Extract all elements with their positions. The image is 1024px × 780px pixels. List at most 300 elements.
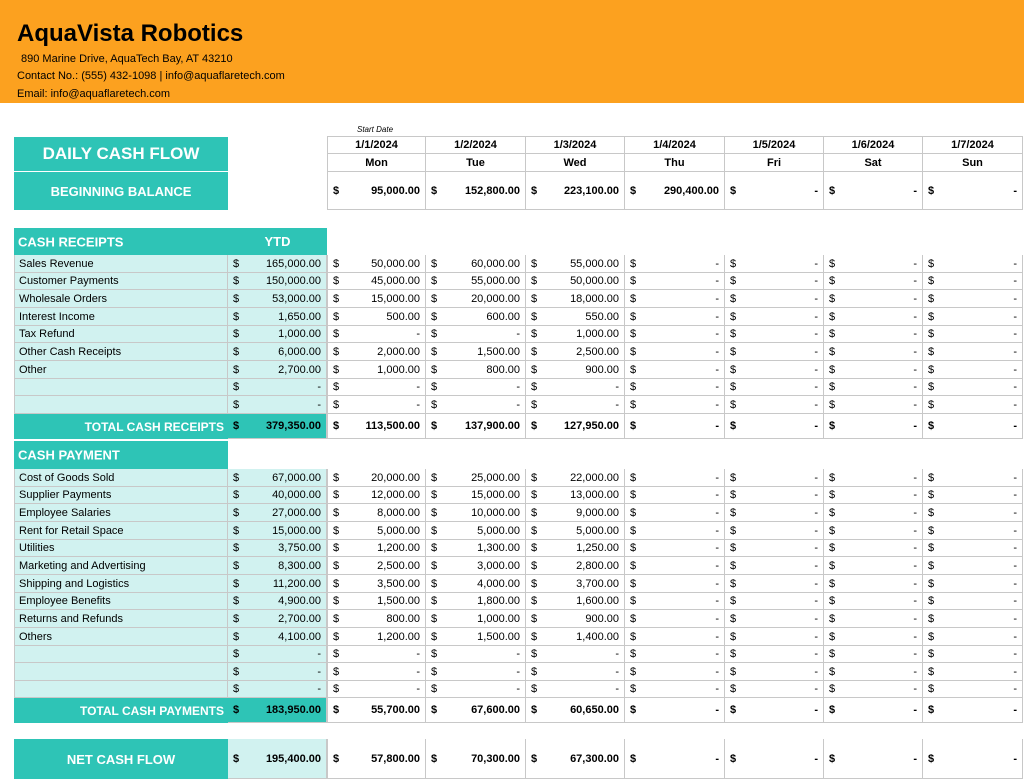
receipts-row-day-5[interactable] xyxy=(725,343,824,361)
payments-row-day-1[interactable] xyxy=(327,522,426,540)
beginning-balance-day-5[interactable] xyxy=(725,172,824,210)
currency-symbol: $ xyxy=(928,257,935,270)
payments-row-day-2[interactable] xyxy=(426,646,526,663)
currency-symbol: $ xyxy=(630,489,637,501)
receipts-row-day-6[interactable] xyxy=(824,273,923,290)
payments-row-label[interactable] xyxy=(14,469,228,487)
payments-row-label[interactable] xyxy=(14,522,228,540)
receipts-row-day-4[interactable] xyxy=(625,273,725,290)
payments-row-day-6[interactable] xyxy=(824,610,923,628)
receipts-row-label[interactable] xyxy=(14,326,228,343)
receipts-row-day-4[interactable] xyxy=(625,396,725,414)
payments-row-ytd[interactable] xyxy=(228,681,327,698)
payments-row-day-2[interactable] xyxy=(426,487,526,504)
cell-value: - xyxy=(516,683,520,695)
payments-row-ytd[interactable] xyxy=(228,575,327,593)
currency-symbol: $ xyxy=(730,542,737,554)
receipts-row-day-1[interactable] xyxy=(327,361,426,379)
payments-row-day-7[interactable] xyxy=(923,575,1023,593)
payments-row-day-7[interactable] xyxy=(923,681,1023,698)
receipts-row-day-7[interactable] xyxy=(923,273,1023,290)
payments-row-day-3[interactable] xyxy=(526,610,625,628)
receipts-row-day-1[interactable] xyxy=(327,290,426,308)
total-cash-payments-day-3[interactable] xyxy=(526,698,625,723)
receipts-row-label[interactable] xyxy=(14,273,228,290)
payments-row-day-7[interactable] xyxy=(923,593,1023,610)
cell-value: - xyxy=(516,665,520,678)
payments-row-day-4[interactable] xyxy=(625,540,725,557)
receipts-row-ytd[interactable] xyxy=(228,290,327,308)
cell-value: 165,000.00 xyxy=(265,257,321,270)
payments-row-day-2[interactable] xyxy=(426,593,526,610)
receipts-row-day-4[interactable] xyxy=(625,343,725,361)
payments-row-day-6[interactable] xyxy=(824,557,923,575)
receipts-row-day-6[interactable] xyxy=(824,326,923,343)
payments-row-day-4[interactable] xyxy=(625,575,725,593)
payments-row-day-3[interactable] xyxy=(526,557,625,575)
receipts-row-day-6[interactable] xyxy=(824,361,923,379)
row-label-text: Cost of Goods Sold xyxy=(19,471,115,484)
receipts-row-day-1[interactable] xyxy=(327,343,426,361)
currency-symbol: $ xyxy=(233,683,240,695)
currency-symbol: $ xyxy=(829,381,836,393)
receipts-row-day-3[interactable] xyxy=(526,326,625,343)
currency-symbol: $ xyxy=(928,292,935,305)
payments-row-day-6[interactable] xyxy=(824,593,923,610)
receipts-row-day-6[interactable] xyxy=(824,255,923,273)
cell-value: - xyxy=(1013,752,1017,765)
currency-symbol: $ xyxy=(431,524,438,537)
payments-row-day-3[interactable] xyxy=(526,487,625,504)
currency-symbol: $ xyxy=(233,648,240,660)
total-cash-receipts-day-1[interactable] xyxy=(327,414,426,439)
receipts-row-day-3[interactable] xyxy=(526,255,625,273)
net-cash-flow-day-3[interactable] xyxy=(526,739,625,779)
cell-value: 11,200.00 xyxy=(272,577,321,590)
net-cash-flow-day-5[interactable] xyxy=(725,739,824,779)
currency-symbol: $ xyxy=(431,648,438,660)
receipts-row-day-3[interactable] xyxy=(526,290,625,308)
payments-row-day-5[interactable] xyxy=(725,681,824,698)
weekday-text: Mon xyxy=(365,156,388,169)
beginning-balance-day-4[interactable] xyxy=(625,172,725,210)
total-cash-receipts-day-4[interactable] xyxy=(625,414,725,439)
payments-row-day-5[interactable] xyxy=(725,540,824,557)
payments-row-day-7[interactable] xyxy=(923,487,1023,504)
payments-row-label[interactable] xyxy=(14,504,228,522)
date-header-6 xyxy=(824,136,923,154)
total-cash-payments-day-6[interactable] xyxy=(824,698,923,723)
payments-row-ytd[interactable] xyxy=(228,610,327,628)
payments-row-day-5[interactable] xyxy=(725,504,824,522)
receipts-row-day-6[interactable] xyxy=(824,290,923,308)
payments-row-label[interactable] xyxy=(14,487,228,504)
cell-value: 4,000.00 xyxy=(477,577,520,590)
receipts-row-label[interactable] xyxy=(14,308,228,326)
receipts-row-day-5[interactable] xyxy=(725,255,824,273)
receipts-row-day-4[interactable] xyxy=(625,255,725,273)
payments-row-day-1[interactable] xyxy=(327,681,426,698)
cell-value: - xyxy=(1013,310,1017,323)
payments-row-day-1[interactable] xyxy=(327,557,426,575)
receipts-row-day-4[interactable] xyxy=(625,379,725,396)
cell-value: 15,000.00 xyxy=(272,524,321,537)
receipts-row-day-3[interactable] xyxy=(526,396,625,414)
payments-row-ytd[interactable] xyxy=(228,522,327,540)
receipts-row-label[interactable] xyxy=(14,290,228,308)
payments-row-day-1[interactable] xyxy=(327,593,426,610)
receipts-row-day-2[interactable] xyxy=(426,290,526,308)
payments-row-day-3[interactable] xyxy=(526,469,625,487)
payments-row-label[interactable] xyxy=(14,540,228,557)
currency-symbol: $ xyxy=(531,506,538,519)
payments-row-day-4[interactable] xyxy=(625,628,725,646)
payments-row-day-2[interactable] xyxy=(426,469,526,487)
receipts-row-day-3[interactable] xyxy=(526,273,625,290)
cell-value: 4,900.00 xyxy=(278,595,321,607)
receipts-row-label[interactable] xyxy=(14,343,228,361)
payments-row-ytd[interactable] xyxy=(228,487,327,504)
cell-value: - xyxy=(416,683,420,695)
receipts-row-day-2[interactable] xyxy=(426,326,526,343)
payments-row-day-7[interactable] xyxy=(923,610,1023,628)
row-label-text: Wholesale Orders xyxy=(19,292,108,305)
payments-row-day-7[interactable] xyxy=(923,557,1023,575)
payments-row-day-7[interactable] xyxy=(923,646,1023,663)
currency-symbol: $ xyxy=(531,471,538,484)
payments-row-day-4[interactable] xyxy=(625,681,725,698)
payments-row-day-5[interactable] xyxy=(725,469,824,487)
receipts-row-day-5[interactable] xyxy=(725,379,824,396)
receipts-row-day-4[interactable] xyxy=(625,361,725,379)
currency-symbol: $ xyxy=(928,559,935,572)
receipts-row-day-7[interactable] xyxy=(923,396,1023,414)
payments-row-day-4[interactable] xyxy=(625,557,725,575)
payments-row-day-5[interactable] xyxy=(725,663,824,681)
payments-row-ytd[interactable] xyxy=(228,593,327,610)
receipts-row-ytd[interactable] xyxy=(228,326,327,343)
currency-symbol: $ xyxy=(928,704,935,716)
beginning-balance-day-7[interactable] xyxy=(923,172,1023,210)
payments-row-day-2[interactable] xyxy=(426,522,526,540)
payments-row-day-3[interactable] xyxy=(526,646,625,663)
total-cash-payments-day-4[interactable] xyxy=(625,698,725,723)
cell-value: 9,000.00 xyxy=(576,506,619,519)
beginning-balance-day-1[interactable] xyxy=(327,172,426,210)
payments-row-day-1[interactable] xyxy=(327,504,426,522)
payments-row-day-3[interactable] xyxy=(526,628,625,646)
receipts-row-label[interactable] xyxy=(14,255,228,273)
cell-value: 5,000.00 xyxy=(477,524,520,537)
receipts-row-day-3[interactable] xyxy=(526,308,625,326)
currency-symbol: $ xyxy=(928,363,935,376)
cell-value: 113,500.00 xyxy=(365,420,420,432)
payments-row-day-5[interactable] xyxy=(725,646,824,663)
receipts-row-day-2[interactable] xyxy=(426,361,526,379)
receipts-row-day-7[interactable] xyxy=(923,361,1023,379)
payments-row-day-7[interactable] xyxy=(923,628,1023,646)
receipts-row-ytd[interactable] xyxy=(228,255,327,273)
currency-symbol: $ xyxy=(531,648,538,660)
payments-row-day-7[interactable] xyxy=(923,663,1023,681)
currency-symbol: $ xyxy=(531,542,538,554)
payments-row-ytd[interactable] xyxy=(228,646,327,663)
receipts-row-day-2[interactable] xyxy=(426,343,526,361)
payments-row-day-3[interactable] xyxy=(526,504,625,522)
payments-row-day-7[interactable] xyxy=(923,469,1023,487)
payments-row-day-4[interactable] xyxy=(625,522,725,540)
cell-value: - xyxy=(913,310,917,323)
payments-row-day-6[interactable] xyxy=(824,681,923,698)
payments-row-day-4[interactable] xyxy=(625,504,725,522)
net-cash-flow-day-6[interactable] xyxy=(824,739,923,779)
net-cash-flow-day-2[interactable] xyxy=(426,739,526,779)
cell-value: - xyxy=(814,542,818,554)
currency-symbol: $ xyxy=(333,381,340,393)
receipts-row-day-7[interactable] xyxy=(923,379,1023,396)
payments-row-day-2[interactable] xyxy=(426,681,526,698)
payments-row-day-5[interactable] xyxy=(725,610,824,628)
receipts-row-ytd[interactable] xyxy=(228,308,327,326)
payments-row-day-2[interactable] xyxy=(426,575,526,593)
payments-row-label[interactable] xyxy=(14,628,228,646)
payments-row-day-3[interactable] xyxy=(526,593,625,610)
total-cash-payments-day-7[interactable] xyxy=(923,698,1023,723)
cell-value: - xyxy=(516,328,520,340)
beginning-balance-day-3[interactable] xyxy=(526,172,625,210)
currency-symbol: $ xyxy=(333,542,340,554)
payments-row-label[interactable] xyxy=(14,681,228,698)
cell-value: - xyxy=(715,420,719,432)
payments-row-day-5[interactable] xyxy=(725,522,824,540)
currency-symbol: $ xyxy=(829,506,836,519)
payments-row-ytd[interactable] xyxy=(228,663,327,681)
receipts-row-label[interactable] xyxy=(14,396,228,414)
cell-value: - xyxy=(913,648,917,660)
payments-row-day-6[interactable] xyxy=(824,646,923,663)
payments-row-day-6[interactable] xyxy=(824,628,923,646)
cell-value: - xyxy=(913,381,917,393)
cell-value: 379,350.00 xyxy=(265,420,321,432)
receipts-row-day-5[interactable] xyxy=(725,290,824,308)
currency-symbol: $ xyxy=(928,630,935,643)
date-text: 1/3/2024 xyxy=(553,139,597,151)
payments-row-day-4[interactable] xyxy=(625,487,725,504)
receipts-row-day-3[interactable] xyxy=(526,379,625,396)
net-cash-flow-day-4[interactable] xyxy=(625,739,725,779)
receipts-row-ytd[interactable] xyxy=(228,361,327,379)
receipts-row-day-5[interactable] xyxy=(725,273,824,290)
cell-value: 1,500.00 xyxy=(477,345,520,358)
payments-row-day-1[interactable] xyxy=(327,487,426,504)
total-cash-receipts-day-6[interactable] xyxy=(824,414,923,439)
payments-row-label[interactable] xyxy=(14,557,228,575)
receipts-row-label[interactable] xyxy=(14,361,228,379)
receipts-row-day-2[interactable] xyxy=(426,396,526,414)
total-cash-payments-day-5[interactable] xyxy=(725,698,824,723)
receipts-row-day-3[interactable] xyxy=(526,343,625,361)
payments-row-label[interactable] xyxy=(14,610,228,628)
receipts-row-day-4[interactable] xyxy=(625,326,725,343)
payments-row-label[interactable] xyxy=(14,575,228,593)
currency-symbol: $ xyxy=(431,398,438,411)
receipts-row-day-4[interactable] xyxy=(625,308,725,326)
cell-value: - xyxy=(1013,184,1017,197)
payments-row-day-6[interactable] xyxy=(824,540,923,557)
payments-row-day-3[interactable] xyxy=(526,540,625,557)
cell-value: - xyxy=(1013,506,1017,519)
payments-row-day-4[interactable] xyxy=(625,663,725,681)
total-cash-receipts-day-3[interactable] xyxy=(526,414,625,439)
payments-row-day-6[interactable] xyxy=(824,487,923,504)
receipts-row-day-4[interactable] xyxy=(625,290,725,308)
cell-value: - xyxy=(715,275,719,287)
payments-row-day-6[interactable] xyxy=(824,663,923,681)
payments-row-day-1[interactable] xyxy=(327,663,426,681)
cell-value: - xyxy=(913,752,917,765)
cell-value: 12,000.00 xyxy=(371,489,420,501)
payments-row-day-5[interactable] xyxy=(725,593,824,610)
payments-row-day-1[interactable] xyxy=(327,469,426,487)
cell-value: - xyxy=(715,542,719,554)
receipts-row-day-7[interactable] xyxy=(923,343,1023,361)
receipts-row-ytd[interactable] xyxy=(228,379,327,396)
receipts-row-label[interactable] xyxy=(14,379,228,396)
payments-row-ytd[interactable] xyxy=(228,469,327,487)
receipts-row-day-7[interactable] xyxy=(923,326,1023,343)
payments-row-day-1[interactable] xyxy=(327,540,426,557)
cell-value: - xyxy=(814,665,818,678)
payments-row-day-4[interactable] xyxy=(625,593,725,610)
receipts-row-day-6[interactable] xyxy=(824,379,923,396)
payments-row-day-5[interactable] xyxy=(725,557,824,575)
payments-row-day-2[interactable] xyxy=(426,504,526,522)
payments-row-day-3[interactable] xyxy=(526,663,625,681)
payments-row-day-3[interactable] xyxy=(526,575,625,593)
total-cash-payments-ytd[interactable] xyxy=(228,698,327,723)
cell-value: - xyxy=(416,328,420,340)
payments-row-label[interactable] xyxy=(14,593,228,610)
beginning-balance-day-2[interactable] xyxy=(426,172,526,210)
payments-row-label[interactable] xyxy=(14,646,228,663)
receipts-row-day-3[interactable] xyxy=(526,361,625,379)
receipts-row-day-7[interactable] xyxy=(923,255,1023,273)
currency-symbol: $ xyxy=(233,257,240,270)
payments-row-ytd[interactable] xyxy=(228,557,327,575)
currency-symbol: $ xyxy=(531,292,538,305)
total-cash-receipts-day-7[interactable] xyxy=(923,414,1023,439)
cell-value: 6,000.00 xyxy=(278,345,321,358)
payments-row-day-1[interactable] xyxy=(327,610,426,628)
total-cash-receipts-ytd[interactable] xyxy=(228,414,327,439)
cell-value: 1,300.00 xyxy=(477,542,520,554)
net-cash-flow-day-1[interactable] xyxy=(327,739,426,779)
receipts-row-day-1[interactable] xyxy=(327,326,426,343)
receipts-row-ytd[interactable] xyxy=(228,396,327,414)
receipts-row-ytd[interactable] xyxy=(228,273,327,290)
total-cash-receipts-day-5[interactable] xyxy=(725,414,824,439)
receipts-row-day-2[interactable] xyxy=(426,255,526,273)
payments-row-day-3[interactable] xyxy=(526,681,625,698)
payments-row-day-6[interactable] xyxy=(824,469,923,487)
receipts-row-day-7[interactable] xyxy=(923,308,1023,326)
weekday-header-3 xyxy=(526,154,625,172)
total-cash-receipts-day-2[interactable] xyxy=(426,414,526,439)
receipts-row-ytd[interactable] xyxy=(228,343,327,361)
total-cash-payments-day-2[interactable] xyxy=(426,698,526,723)
payments-row-day-7[interactable] xyxy=(923,540,1023,557)
payments-row-day-5[interactable] xyxy=(725,575,824,593)
payments-row-day-5[interactable] xyxy=(725,487,824,504)
payments-row-day-4[interactable] xyxy=(625,469,725,487)
receipts-row-day-1[interactable] xyxy=(327,379,426,396)
payments-row-day-2[interactable] xyxy=(426,663,526,681)
receipts-row-day-5[interactable] xyxy=(725,361,824,379)
payments-row-day-2[interactable] xyxy=(426,540,526,557)
cell-value: - xyxy=(913,704,917,716)
receipts-row-day-7[interactable] xyxy=(923,290,1023,308)
payments-row-ytd[interactable] xyxy=(228,540,327,557)
payments-row-day-2[interactable] xyxy=(426,628,526,646)
payments-row-day-4[interactable] xyxy=(625,610,725,628)
cell-value: 40,000.00 xyxy=(272,489,321,501)
payments-row-day-6[interactable] xyxy=(824,575,923,593)
currency-symbol: $ xyxy=(730,345,737,358)
section-header-text: CASH PAYMENT xyxy=(18,447,120,463)
cell-value: 2,700.00 xyxy=(278,612,321,625)
currency-symbol: $ xyxy=(431,420,438,432)
receipts-row-day-6[interactable] xyxy=(824,308,923,326)
total-cash-payments-day-1[interactable] xyxy=(327,698,426,723)
cell-value: - xyxy=(615,381,619,393)
payments-row-day-4[interactable] xyxy=(625,646,725,663)
payments-row-day-6[interactable] xyxy=(824,504,923,522)
receipts-row-day-5[interactable] xyxy=(725,308,824,326)
net-cash-flow-day-7[interactable] xyxy=(923,739,1023,779)
net-cash-flow-ytd[interactable] xyxy=(228,739,327,779)
payments-row-day-3[interactable] xyxy=(526,522,625,540)
receipts-row-day-1[interactable] xyxy=(327,396,426,414)
payments-row-label[interactable] xyxy=(14,663,228,681)
receipts-row-day-1[interactable] xyxy=(327,308,426,326)
currency-symbol: $ xyxy=(928,542,935,554)
receipts-row-day-1[interactable] xyxy=(327,255,426,273)
receipts-row-day-6[interactable] xyxy=(824,343,923,361)
payments-row-ytd[interactable] xyxy=(228,504,327,522)
receipts-row-day-2[interactable] xyxy=(426,308,526,326)
receipts-row-day-2[interactable] xyxy=(426,379,526,396)
receipts-row-day-6[interactable] xyxy=(824,396,923,414)
payments-row-day-1[interactable] xyxy=(327,646,426,663)
payments-row-day-1[interactable] xyxy=(327,628,426,646)
payments-row-day-2[interactable] xyxy=(426,610,526,628)
payments-row-day-1[interactable] xyxy=(327,575,426,593)
receipts-row-day-5[interactable] xyxy=(725,326,824,343)
payments-row-day-7[interactable] xyxy=(923,522,1023,540)
payments-row-day-2[interactable] xyxy=(426,557,526,575)
payments-row-ytd[interactable] xyxy=(228,628,327,646)
receipts-row-day-5[interactable] xyxy=(725,396,824,414)
receipts-row-day-1[interactable] xyxy=(327,273,426,290)
cell-value: 600.00 xyxy=(486,310,520,323)
beginning-balance-day-6[interactable] xyxy=(824,172,923,210)
receipts-row-day-2[interactable] xyxy=(426,273,526,290)
currency-symbol: $ xyxy=(829,524,836,537)
payments-row-day-6[interactable] xyxy=(824,522,923,540)
currency-symbol: $ xyxy=(630,420,637,432)
payments-row-day-7[interactable] xyxy=(923,504,1023,522)
payments-row-day-5[interactable] xyxy=(725,628,824,646)
